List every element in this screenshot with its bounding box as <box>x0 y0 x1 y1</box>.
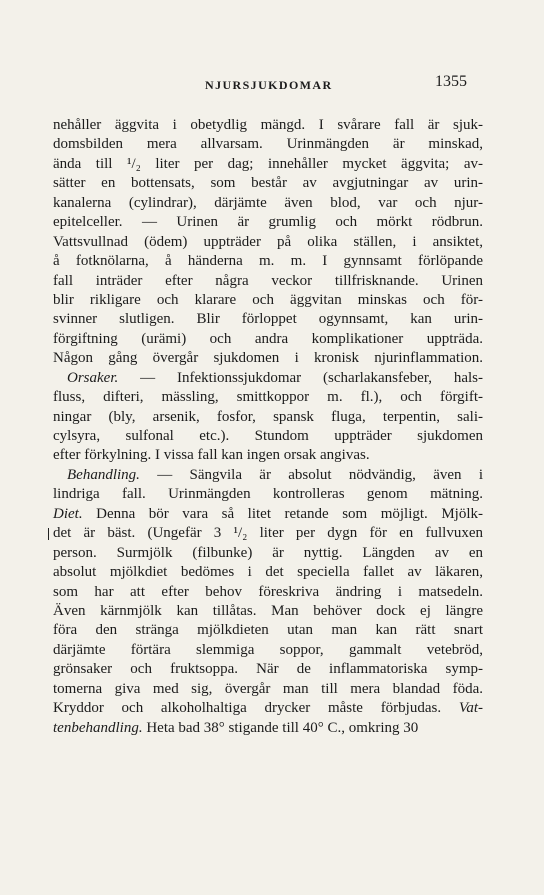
text-line: Någon gång övergår sjukdomen i kronisk njurinflammation. <box>53 350 483 367</box>
text-line: efter förkylning. I vissa fall kan ingen orsak angivas. <box>53 447 370 464</box>
behandling-heading-line <box>53 466 483 485</box>
text-line: sätter en bottensats, som består av avgjutningar av urin- <box>53 175 483 192</box>
text-line: fall inträder efter några veckor tillfrisknande. Urinen <box>53 272 483 289</box>
final-text: Heta bad 38° stigande till 40° C., omkring 30 <box>146 719 419 736</box>
text-line: tomerna giva med sig, övergår man till mera blandad föda. <box>53 680 483 697</box>
text-line: förgiftning (urämi) och andra komplikationer uppträda. <box>53 330 483 347</box>
margin-mark <box>48 528 49 540</box>
vat-label: Vat- <box>458 700 484 717</box>
text-line: föra den stränga mjölkdieten utan man kan rätt snart <box>53 622 483 639</box>
diet-text: Denna bör vara så litet retande som möjligt. Mjölk- <box>96 505 484 522</box>
running-title: NJURSJUKDOMAR <box>205 78 333 92</box>
text-line: ända till ¹/₂ liter per dag; innehåller mycket äggvita; av- <box>53 155 483 172</box>
text-line: Vattsvullnad (ödem) uppträder på olika ställen, i ansiktet, <box>53 233 483 250</box>
vattenbehandling-label: tenbehandling. <box>53 719 143 736</box>
orsaker-heading-line <box>53 369 483 388</box>
final-line <box>53 719 483 738</box>
body-text <box>53 116 483 738</box>
diet-label: Diet. <box>53 505 83 522</box>
behandling-text: — Sängvila är absolut nödvändig, även i <box>157 466 483 483</box>
text-line: cylsyra, sulfonal etc.). Stundom uppträder sjukdomen <box>53 428 483 444</box>
text-line: ningar (bly, arsenik, fosfor, spansk fluga, terpentin, sali- <box>53 408 483 425</box>
diet-line <box>53 505 483 524</box>
behandling-label: Behandling. <box>67 466 140 483</box>
text-line: Även kärnmjölk kan tillåtas. Man behöver dock ej längre <box>53 602 483 619</box>
text-line: lindriga fall. Urinmängden kontrolleras genom mätning. <box>53 486 483 503</box>
text-line: som har att efter behov föreskriva ändring i matsedeln. <box>53 583 483 600</box>
text-line: nehåller äggvita i obetydlig mängd. I svårare fall är sjuk- <box>53 117 483 133</box>
text-line: därjämte förtära slemmiga soppor, gammalt vetebröd, <box>53 641 483 658</box>
page-number: 1355 <box>435 73 467 90</box>
text-line: blir rikligare och klarare och äggvitan minskas och för- <box>53 291 483 308</box>
text-line: svinner slutligen. Blir förloppet ogynnsamt, kan urin- <box>53 311 483 328</box>
kryddor-line <box>53 699 483 718</box>
orsaker-label: Orsaker. <box>67 369 119 386</box>
text-line: fluss, difteri, mässling, smittkoppor m. fl.), och förgift- <box>53 389 483 406</box>
kryddor-text: Kryddor och alkoholhaltiga drycker måste förbjudas. <box>53 700 442 717</box>
text-line: absolut mjölkdiet bedömes i det speciella fallet av läkaren, <box>53 564 483 581</box>
text-line: epitelceller. — Urinen är grumlig och mörkt rödbrun. <box>53 214 483 231</box>
text-line: kanalerna (cylindrar), därjämte även blod, var och njur- <box>53 194 483 211</box>
text-line: domsbilden mera allvarsam. Urinmängden är minskad, <box>53 136 483 153</box>
text-line: å fotknölarna, å händerna m. m. I gynnsamt förlöpande <box>53 253 483 270</box>
orsaker-text: — Infektionssjukdomar (scharlakansfeber, hals- <box>140 369 483 386</box>
text-line: person. Surmjölk (filbunke) är nyttig. Längden av en <box>53 544 483 561</box>
text-line: grönsaker och fruktsoppa. När de inflammatoriska symp- <box>53 661 483 678</box>
text-line: det är bäst. (Ungefär 3 ¹/₂ liter per dygn för en fullvuxen <box>53 525 483 542</box>
page-header <box>0 73 544 97</box>
